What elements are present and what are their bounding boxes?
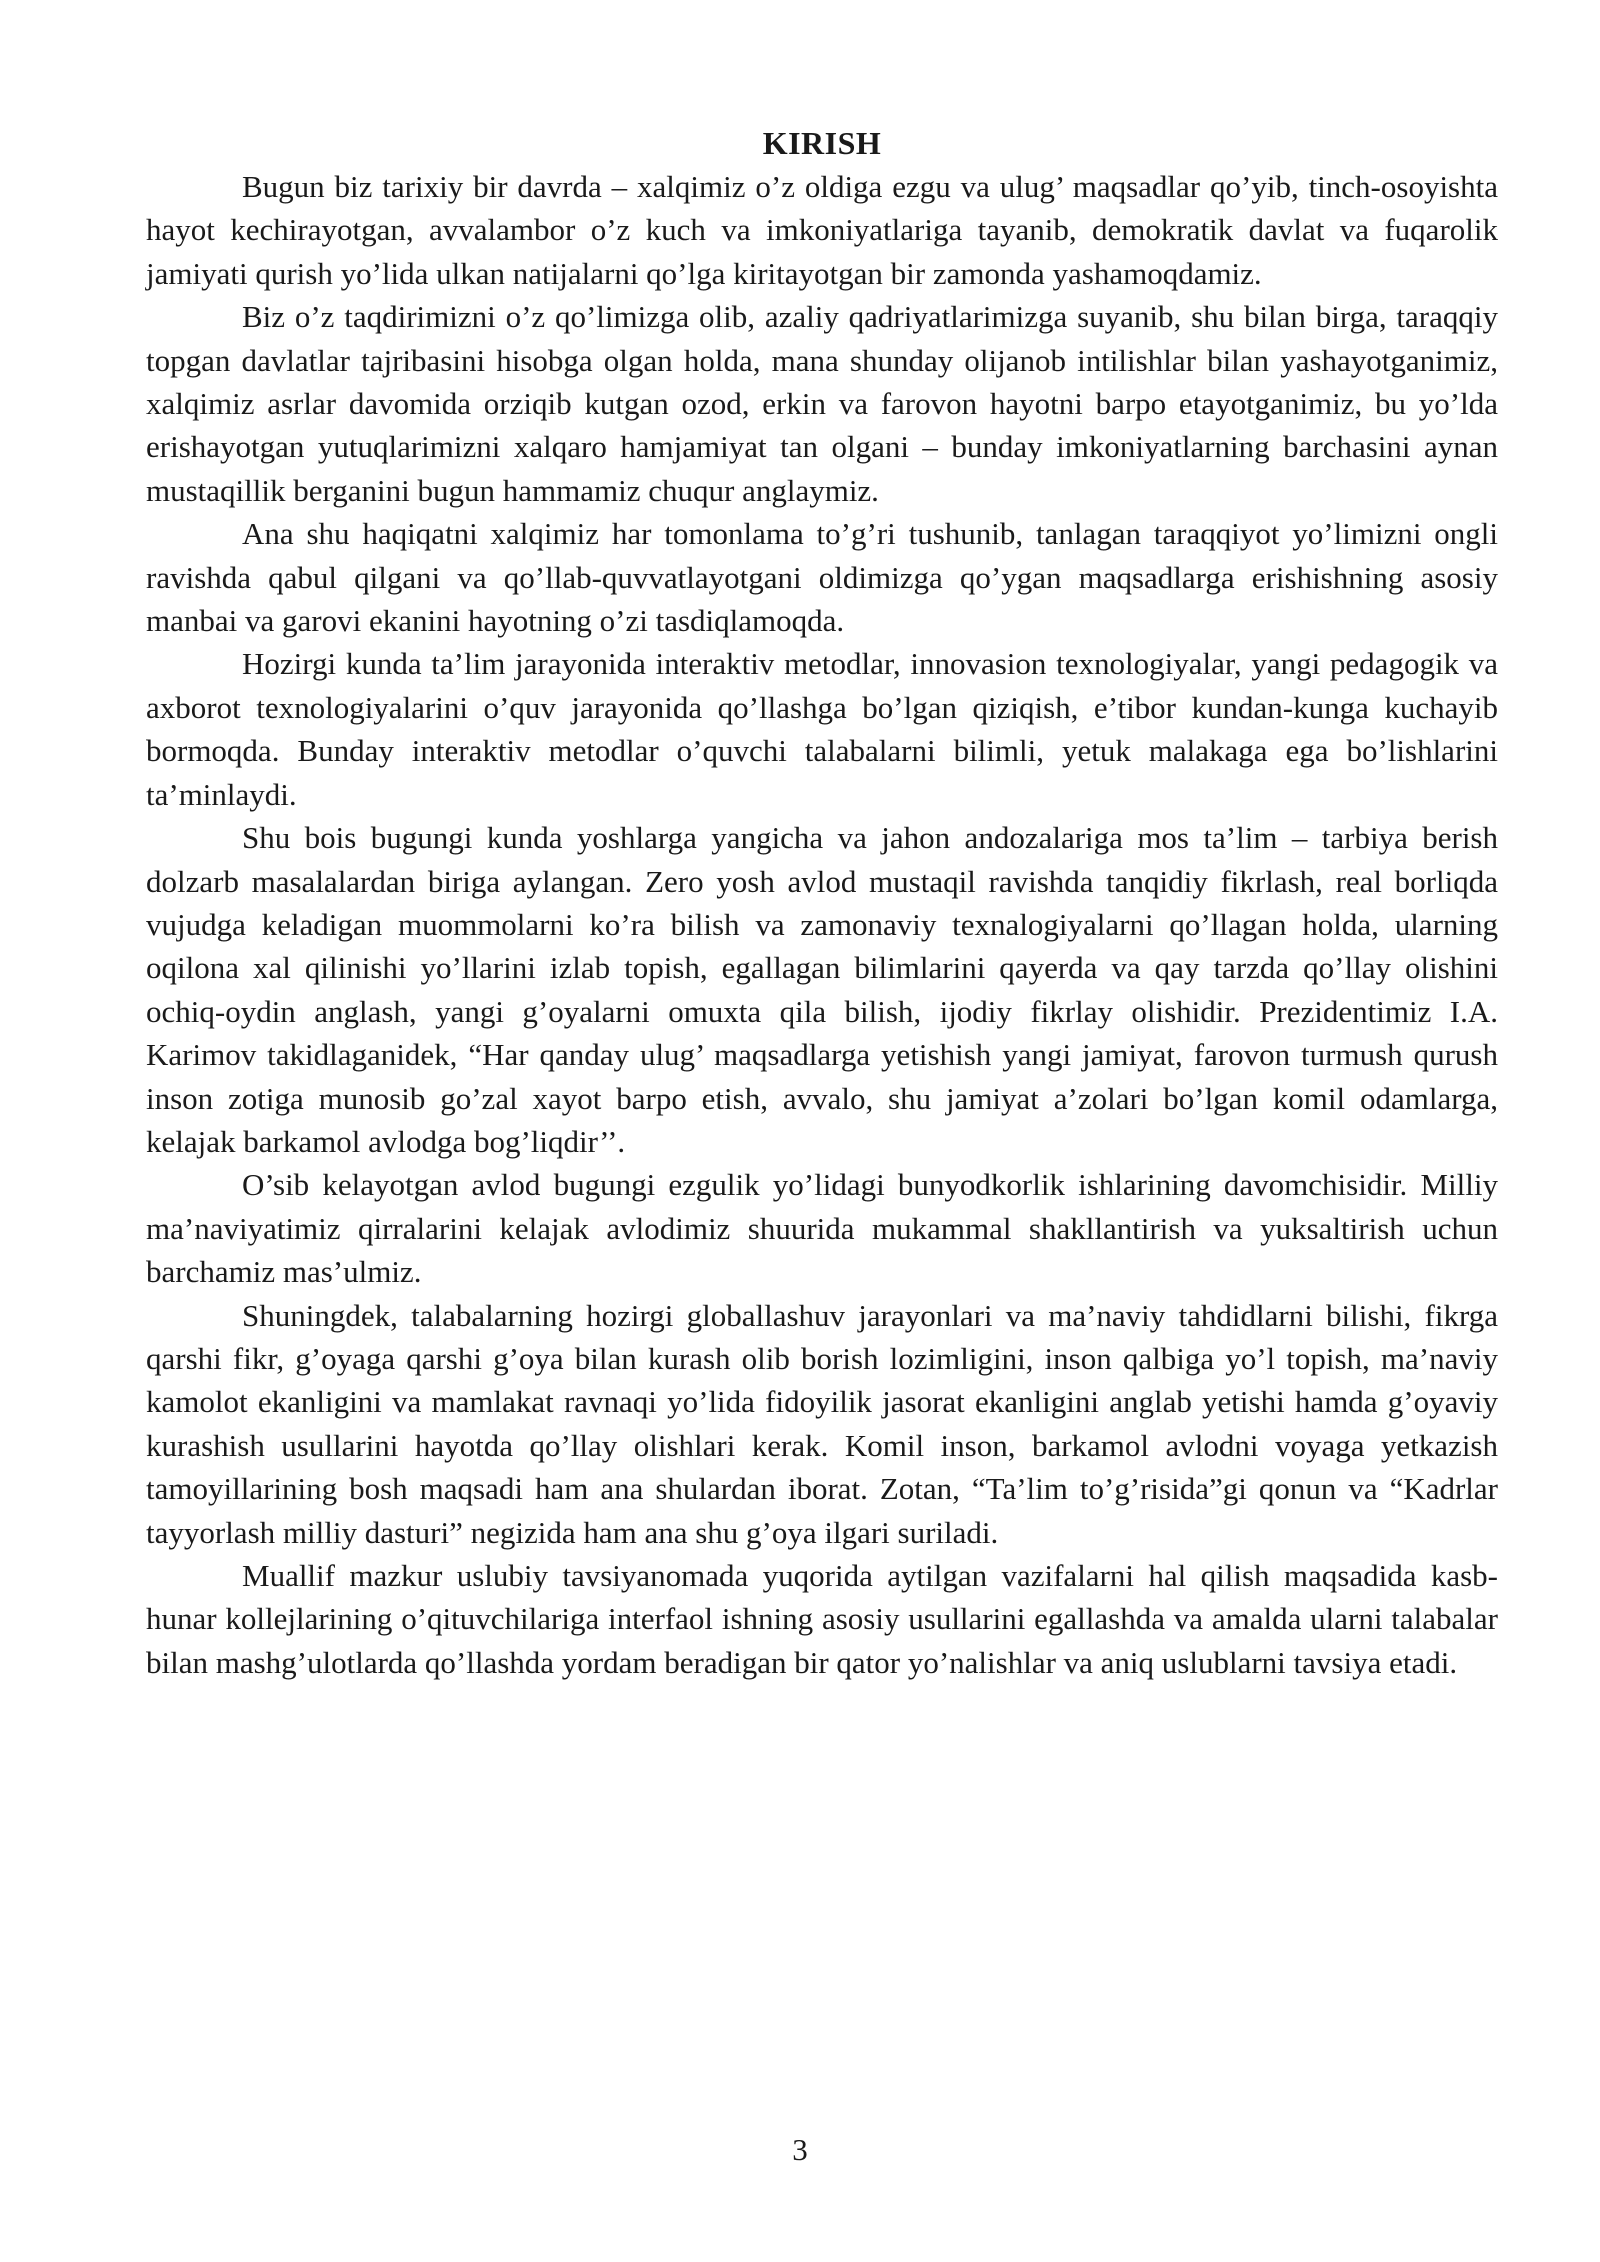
paragraph-1: Bugun biz tarixiy bir davrda – xalqimiz o’z oldiga ezgu va ulug’ maqsadlar qo’yib, tinch-osoyishta hayot kechirayotgan, avvalambor o’z kuch va imkoniyatlariga tayanib, demokratik davlat va fuqarolik jamiyati qurish yo’lida ulkan natijalarni qo’lga kiritayotgan bir zamonda yashamoqdamiz. — [146, 169, 1498, 291]
paragraph-4: Hozirgi kunda ta’lim jarayonida interaktiv metodlar, innovasion texnologiyalar, yangi pedagogik va axborot texnologiyalarini o’quv jarayonida qo’llashga bo’lgan qiziqish, e’tibor kundan-kunga kuchayib bormoqda. Bunday interaktiv metodlar o’quvchi talabalarni bilimli, yetuk malakaga ega bo’lishlarini ta’minlaydi. — [146, 646, 1498, 812]
paragraph-2: Biz o’z taqdirimizni o’z qo’limizga olib, azaliy qadriyatlarimizga suyanib, shu bilan birga, taraqqiy topgan davlatlar tajribasini hisobga olgan holda, mana shunday olijanob intilishlar bilan yashayotganimiz, xalqimiz asrlar davomida orziqib kutgan ozod, erkin va farovon hayotni barpo etayotganimiz, bu yo’lda erishayotgan yutuqlarimizni xalqaro hamjamiyat tan olgani – bunday imkoniyatlarning barchasini aynan mustaqillik berganini bugun hammamiz chuqur anglaymiz. — [146, 299, 1498, 508]
page-content — [146, 122, 1498, 1684]
paragraph-6: O’sib kelayotgan avlod bugungi ezgulik yo’lidagi bunyodkorlik ishlarining davomchisidir. Milliy ma’naviyatimiz qirralarini kelajak avlodimiz shuurida mukammal shakllantirish va yuksaltirish uchun barchamiz mas’ulmiz. — [146, 1167, 1498, 1290]
page-title: KIRISH — [762, 125, 882, 161]
paragraph-8: Muallif mazkur uslubiy tavsiyanomada yuqorida aytilgan vazifalarni hal qilish maqsadida kasb-hunar kollejlarining o’qituvchilariga interfaol ishning asosiy usullarini egallashda va amalda ularni talabalar bilan mashg’ulotlarda qo’llashda yordam beradigan bir qator yo’nalishlar va aniq uslublarni tavsiya etadi. — [146, 1558, 1498, 1680]
paragraph-5: Shu bois bugungi kunda yoshlarga yangicha va jahon andozalariga mos ta’lim – tarbiya berish dolzarb masalalardan biriga aylangan. Zero yosh avlod mustaqil ravishda tanqidiy fikrlash, real borliqda vujudga keladigan muommolarni ko’ra bilish va zamonaviy texnalogiyalarni qo’llagan holda, ularning oqilona xal qilinishi yo’llarini izlab topish, egallagan bilimlarini qayerda va qay tarzda qo’llay olishini ochiq-oydin anglash, yangi g’oyalarni omuxta qila bilish, ijodiy fikrlay olishidir. Prezidentimiz I.A. Karimov takidlaganidek, “Har qanday ulug’ maqsadlarga yetishish yangi jamiyat, farovon turmush qurush inson zotiga munosib go’zal xayot barpo etish, avvalo, shu jamiyat a’zolari bo’lgan komil odamlarga, kelajak barkamol avlodga bog’liqdir’’. — [146, 820, 1498, 1159]
paragraph-7: Shuningdek, talabalarning hozirgi globallashuv jarayonlari va ma’naviy tahdidlarni bilishi, fikrga qarshi fikr, g’oyaga qarshi g’oya bilan kurash olib borish lozimligini, inson qalbiga yo’l topish, ma’naviy kamolot ekanligini va mamlakat ravnaqi yo’lida fidoyilik jasorat ekanligini anglab yetishi hamda g’oyaviy kurashish usullarini hayotda qo’llay olishlari kerak. Komil inson, barkamol avlodni voyaga yetkazish tamoyillarining bosh maqsadi ham ana shulardan iborat. Zotan, “Ta’lim to’g’risida”gi qonun va “Kadrlar tayyorlash milliy dasturi” negizida ham ana shu g’oya ilgari suriladi. — [146, 1297, 1498, 1550]
paragraph-3: Ana shu haqiqatni xalqimiz har tomonlama to’g’ri tushunib, tanlagan taraqqiyot yo’limizni ongli ravishda qabul qilgani va qo’llab-quvvatlayotgani oldimizga qo’ygan maqsadlarga erishishning asosiy manbai va garovi ekanini hayotning o’zi tasdiqlamoqda. — [146, 516, 1498, 639]
page-number: 3 — [792, 2132, 808, 2167]
